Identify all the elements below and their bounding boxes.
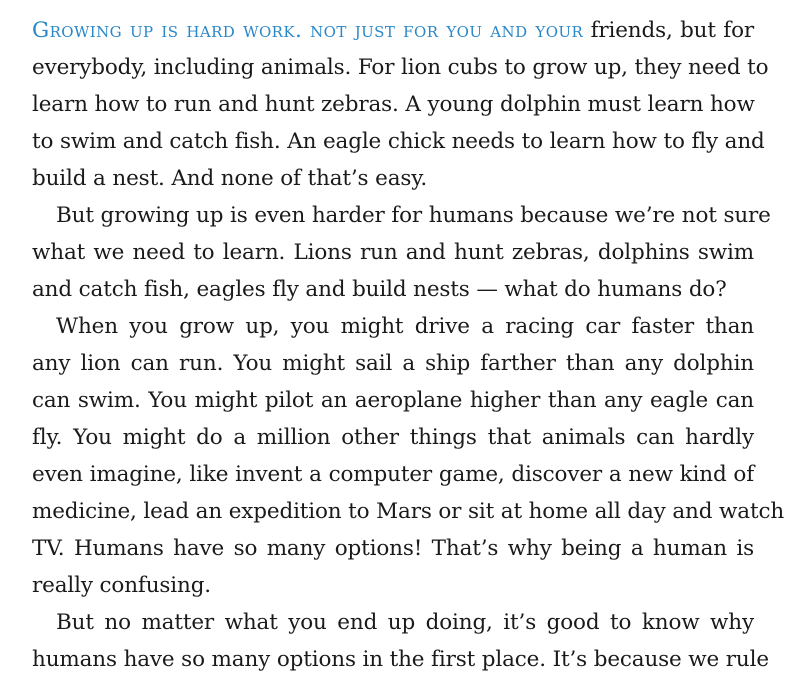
paragraph-2 [32,197,771,308]
book-page [32,12,785,678]
text-line: what we need to learn. Lions run and hunt zebras, dolphins swim [32,240,754,265]
text-line: medicine, lead an expedition to Mars or sit at home all day and watch [32,499,785,524]
lead-in-smallcaps: Growing up is hard work. not just for you and your [32,18,584,43]
text-line: But no matter what you end up doing, it’s good to know why [56,610,754,635]
text-line: build a nest. And none of that’s easy. [32,166,428,191]
text-line: any lion can run. You might sail a ship farther than any dolphin [32,351,754,376]
text-line: really confusing. [32,573,211,598]
text-line: even imagine, like invent a computer game, discover a new kind of [32,462,754,487]
text-line: When you grow up, you might drive a racing car faster than [56,314,754,339]
paragraph-3 [32,308,785,604]
text-line: and catch fish, eagles fly and build nests — what do humans do? [32,277,727,302]
text-line: to swim and catch fish. An eagle chick needs to learn how to fly and [32,129,765,154]
text-line: learn how to run and hunt zebras. A young dolphin must learn how [32,92,755,117]
paragraph-4 [32,604,769,678]
text-line: everybody, including animals. For lion cubs to grow up, they need to [32,55,769,80]
text-line-rest: friends, but for [583,18,754,43]
text-line: can swim. You might pilot an aeroplane higher than any eagle can [32,388,754,413]
paragraph-1 [32,12,769,197]
text-line: TV. Humans have so many options! That’s why being a human is [32,536,754,561]
text-line [32,12,754,49]
text-line: fly. You might do a million other things that animals can hardly [32,425,754,450]
text-line: humans have so many options in the first place. It’s because we rule [32,647,769,672]
text-line: But growing up is even harder for humans because we’re not sure [56,203,771,228]
